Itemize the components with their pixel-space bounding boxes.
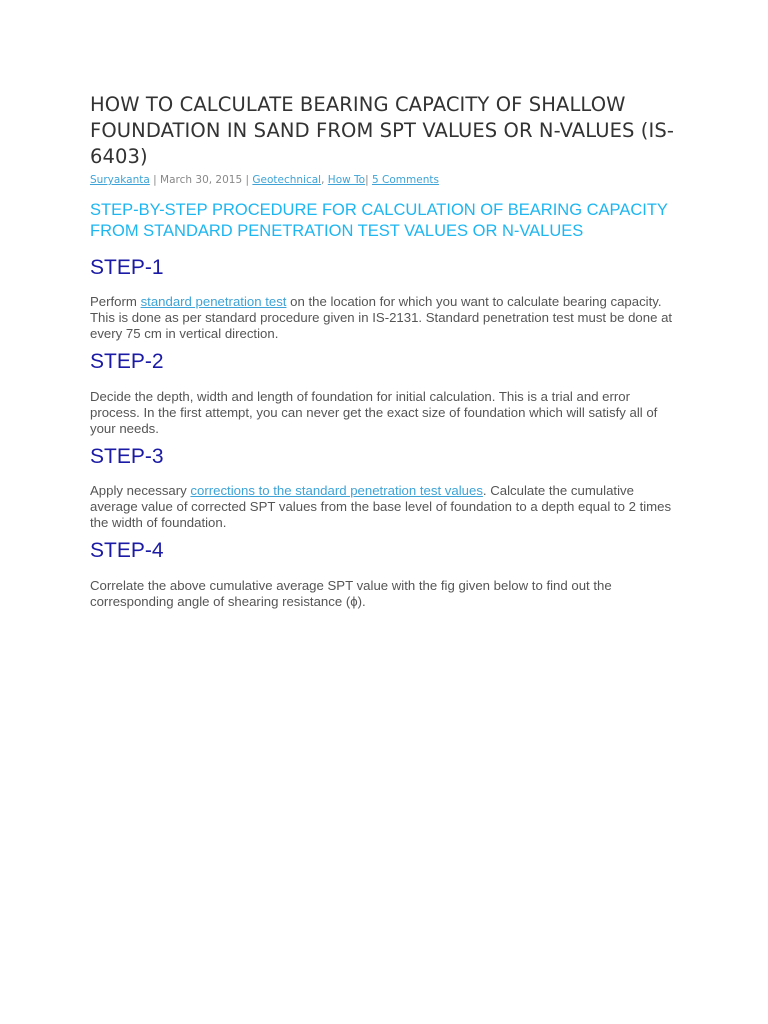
meta-separator: | [149, 174, 161, 186]
step-1-paragraph [90, 294, 680, 342]
step-1-text-after: on the location for which you want to calculate bearing capacity. This is done as per standard procedure given in IS-2131. Standard penetration test must be done at every 75 cm in vertical direction. [90, 294, 673, 341]
step-2-heading: STEP-2 [90, 350, 164, 373]
author-link[interactable]: Suryakanta [90, 174, 150, 186]
meta-comma: , [321, 174, 328, 186]
step-3-text-after: . Calculate the cumulative average value of corrected SPT values from the base level of foundation to a depth equal to 2 times the width of foundation. [90, 483, 672, 530]
meta-separator: | [242, 174, 253, 186]
step-2-paragraph: Decide the depth, width and length of foundation for initial calculation. This is a trial and error process. In the first attempt, you can never get the exact size of foundation which will satisfy all of your needs. [90, 389, 658, 436]
category-link-geotechnical[interactable]: Geotechnical [252, 174, 322, 186]
standard-penetration-test-link[interactable]: standard penetration test [140, 294, 287, 309]
section-subheading: STEP-BY-STEP PROCEDURE FOR CALCULATION OF BEARING CAPACITY FROM STANDARD PENETRATION TEST VALUES OR N-VALUES [90, 201, 668, 240]
step-3-heading: STEP-3 [90, 445, 164, 468]
post-date: March 30, 2015 [160, 174, 243, 186]
page-title: HOW TO CALCULATE BEARING CAPACITY OF SHALLOW FOUNDATION IN SAND FROM SPT VALUES OR N-VALUES (IS-6403) [90, 93, 674, 168]
article [90, 92, 680, 610]
spt-corrections-link[interactable]: corrections to the standard penetration test values [190, 483, 483, 498]
step-1-heading: STEP-1 [90, 256, 164, 279]
step-3-paragraph [90, 483, 680, 531]
meta-separator: | [365, 174, 372, 186]
step-3-text-before: Apply necessary [90, 483, 191, 498]
step-4-paragraph: Correlate the above cumulative average SPT value with the fig given below to find out the corresponding angle of shearing resistance (ϕ). [90, 578, 612, 609]
step-4-heading: STEP-4 [90, 539, 164, 562]
category-link-how-to[interactable]: How To [327, 174, 366, 186]
comments-link[interactable]: 5 Comments [372, 174, 439, 186]
post-meta [90, 173, 680, 187]
step-1-text-before: Perform [90, 294, 141, 309]
